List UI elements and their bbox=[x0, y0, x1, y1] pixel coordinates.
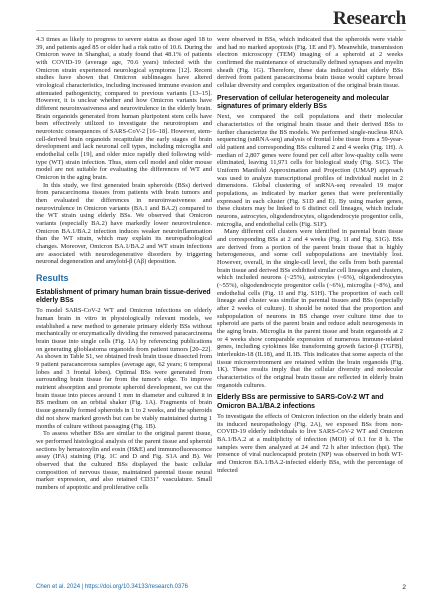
page-footer bbox=[36, 584, 406, 590]
journal-title: Research bbox=[333, 8, 406, 29]
paragraph: 4.3 times as likely to progress to severe status as those aged 18 to 39, and patients aged 85 or older had a risk ratio of 10.6. During the Omicron wave in Shanghai, a study found that 48.1% of patients with COVID-19 (average age, 70.6 years) infected with the Omicron strain experienced neurological symptoms [12]. Recent studies have shown that Omicron sublineages have altered virological characteristics, including increased immune evasion and attenuated pathogenicity, compared to previous variants [13–15]. However, it is unclear whether and how Omicron variants have different neuroinvasiveness and neurovirulence in the elderly brain. Brain organoids generated from human pluripotent stem cells have been effectively utilized to investigate the neurotropism and neurotoxic consequences of SARS-CoV-2 [16–18]. However, stem-cell-derived brain organoids recapitulate the early stages of brain development and lack neuronal cell types, including microglia and endothelial cells [19], and older mice rapidly died following wild-type (WT) strain infection. Thus, stem cell model and older mouse model are not suitable for evaluating the differences of WT and Omicron in the aging brain. bbox=[36, 36, 212, 182]
subsection-heading: Establishment of primary human brain tissue-derived elderly BSs bbox=[36, 288, 211, 305]
page-number: 2 bbox=[402, 584, 406, 591]
paragraph: In this study, we first generated brain spheroids (BSs) derived from paracarcinoma tissues from patients with brain tumors and then evaluated the differences in neuroinvasiveness and neurovirulence in Omicron variants (BA.1 and BA.2) compared to the WT strain using elderly BSs. We observed that Omicron variants (especially BA.2) have markedly lower neurovirulence. Omicron BA.1/BA.2 infection induces weaker neuroinflammation than the WT strain, which may explain its neuropathological changes. Moreover, Omicron BA.1/BA.2 and WT strain infections are associated with neurodegenerative disorders by triggering neuronal degeneration and amyloid-β (Aβ) deposition. bbox=[36, 181, 212, 266]
paragraph: Next, we compared the cell populations and their molecular characteristics of the original brain tissue and their derived BSs to further characterize the BS models. We performed single-nucleus RNA sequencing (snRNA-seq) analysis of frontal lobe tissue from a 59-year-old patient and corresponding BSs cultured 2 and 4 weeks (Fig. 1H). A median of 2,807 genes were found per cell after low-quality cells were eliminated, leaving 11,971 cells for biological study (Fig. S1C). The Uniform Manifold Approximation and Projection (UMAP) approach was used to analyze transcriptional profiles of individual nuclei in 2 dimensions. Global clustering of snRNA-seq revealed 19 major populations, as indicated by marker genes that were preferentially expressed in each cluster (Fig. S1D and E). By using marker genes, these clusters may be linked to 6 distinct cell lineages, which include neurons, astrocytes, oligodendrocytes, oligodendrocyte progenitor cells, microglia, and endothelial cells (Fig. S1F). bbox=[217, 113, 403, 228]
subsection-heading: Elderly BSs are permissive to SARS-CoV-2 WT and Omicron BA.1/BA.2 infections bbox=[217, 394, 384, 410]
paragraph: To assess whether BSs are similar to the original parent tissue, we performed histological analysis of the parent tissue and spheroid sections by hematoxylin and eosin (H&E) and immunofluorescence assay (IFA) staining (Fig. 1C and D and Fig. S1A and B). We observed that the cultured BSs displayed the basic cellular composition of nervous tissue, maintained parental tissue neural marker expression, and also retained CD31⁺ vasculature. Small numbers of apoptotic and proliferative cells bbox=[36, 430, 212, 491]
journal-header bbox=[333, 8, 406, 30]
left-column bbox=[36, 36, 212, 492]
subsection-heading: Preservation of cellular heterogeneity and molecular signatures of primary elderly BSs bbox=[217, 94, 389, 110]
paragraph: To investigate the effects of Omicron infection on the elderly brain and its induced neuropathology (Fig. 2A), we exposed BSs from non-COVID-19 elderly individuals to live SARS-CoV-2 WT and Omicron BA.1/BA.2 at a multiplicity of infection (MOI) of 0.1 for 8 h. The samples were then analyzed at 24 and 72 h after infection (hpi). The presence of viral nucleocapsid protein (NP) was observed in both WT- and Omicron BA.1/BA.2-infected elderly BSs, with the percentage of infected bbox=[217, 413, 403, 474]
paragraph: were observed in BSs, which indicated that the spheroids were viable and had no marked apoptosis (Fig. 1E and F). Meanwhile, transmission electron microscopy (TEM) imaging of a spheroid at 2 weeks confirmed the maintenance of structurally defined synapses and myelin sheath (Fig. 1G). Therefore, these data indicated that elderly BSs derived from patient paracarcinoma brain tissue would capture broad cellular diversity and complex organization of the original brain tissue. bbox=[217, 36, 403, 90]
right-column bbox=[217, 36, 403, 474]
doi-citation-link[interactable]: Chen et al. 2024 | https://doi.org/10.34133/research.0376 bbox=[36, 584, 188, 590]
header-divider bbox=[36, 30, 406, 31]
results-heading: Results bbox=[36, 273, 69, 284]
paragraph: Many different cell clusters were identified in parental brain tissue and corresponding BSs at 2 and 4 weeks (Fig. 1I and Fig. S1G). BSs are derived from a portion of the parent brain tissue that is highly heterogeneous, and some cell subpopulations are inevitably lost. However, overall, in the single-cell level, the cells from both parental brain tissue and derived BSs exhibited similar cell lineages and clusters, which included neurons (~25%), astrocytes (~6%), oligodendrocytes (~55%), oligodendrocyte progenitor cells (~6%), microglia (~8%), and endothelial cells (Fig. 1I and Fig. S1H). The proportion of each cell lineage and cluster was similar in parental tissues and BSs (especially after 2 weeks of culture). It should be noted that the proportion and subpopulation of neurons in BS change over culture time due to spheroid are parts of the parent brain and reduce adult neurogenesis in the aging brain. Microglia in the parent tissue and brain organoids at 2 or 4 weeks show comparable expression of numerous immune-related genes, including cytokines like transforming growth factor-β (TGFB), interleukin-18 (IL18), and IL1B. This indicates that some aspects of the tissue microenvironment are retained within the brain organoids (Fig. 1K). These results imply that the cellular diversity and molecular characteristics of the original brain tissue are reflected in elderly brain organoids cultures. bbox=[217, 228, 403, 389]
paragraph: To model SARS-CoV-2 WT and Omicron infections on elderly human brain in vitro in physiologically relevant models, we established a new method to generate primary elderly BSs without mechanically or enzymatically dividing the removed paracarcinoma brain tissue into single cells (Fig. 1A) by referencing publications on generating glioblastoma organoids from patient tumors [20–22]. As shown in Table S1, we obtained fresh brain tissue dissected from 9 patient paracancerous samples (average age, 62 years; 6 temporal lobes and 3 frontal lobes). Optimal BSs were generated from surrounding brain tissue far from the tumor's edge. To improve nutrient absorption and promote spheroid development, we cut the brain tissue into pieces around 1 mm in diameter and cultured it in BS medium on an orbital shaker (Fig. 1A). Fragments of brain tissue generally formed spheroids in 1 to 2 weeks, and the spheroids did not show marked growth but can be viably maintained during 1 months of culture without passaging (Fig. 1B). bbox=[36, 307, 212, 430]
